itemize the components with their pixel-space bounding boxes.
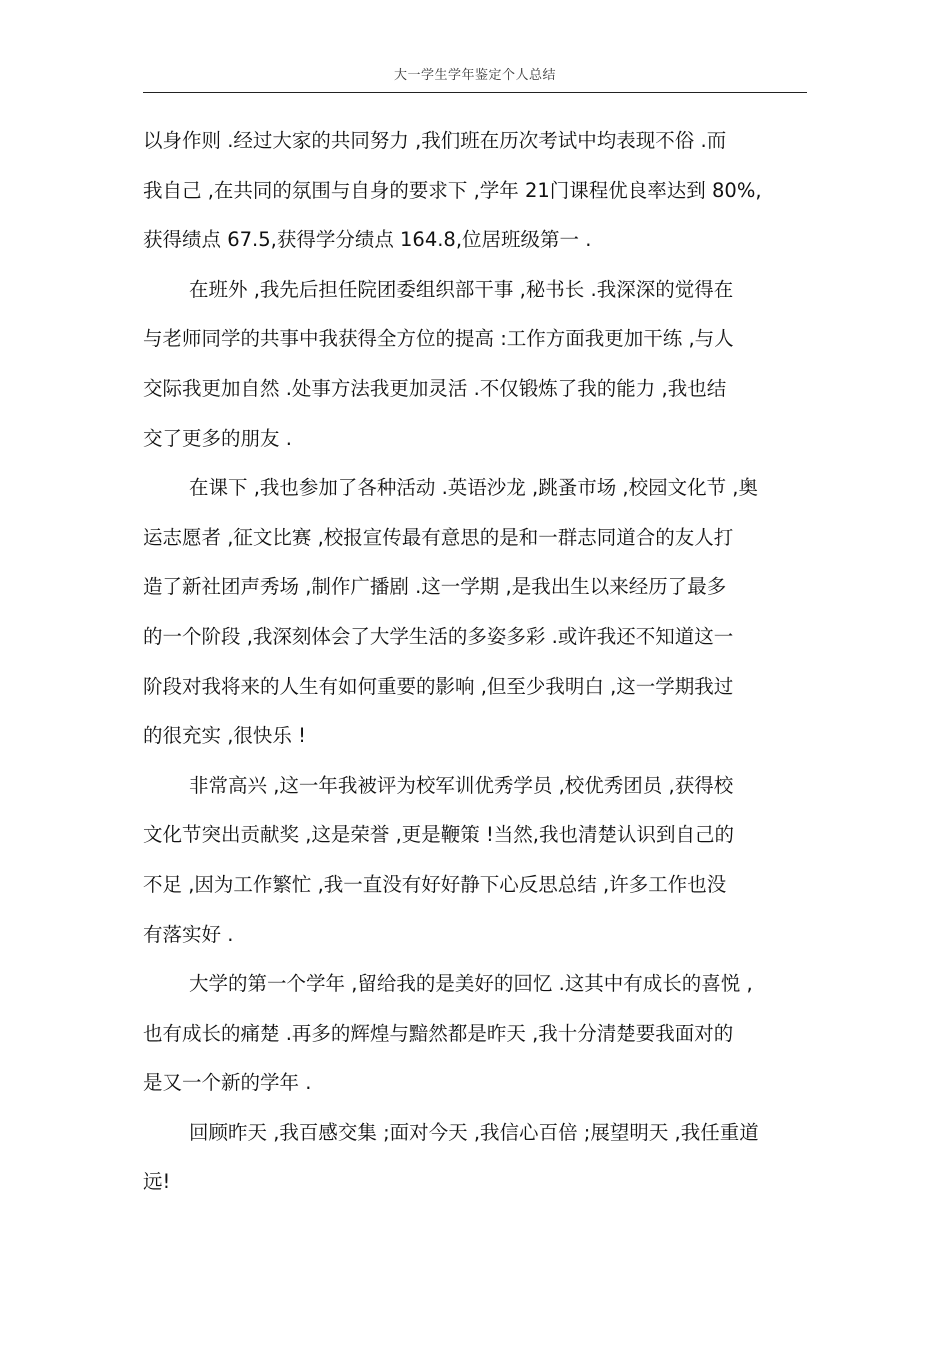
text-line: 非常高兴 ,这一年我被评为校军训优秀学员 ,校优秀团员 ,获得校: [189, 773, 734, 797]
text-line: 的一个阶段 ,我深刻体会了大学生活的多姿多彩 .或许我还不知道这一: [143, 624, 734, 648]
page-header-title: 大一学生学年鉴定个人总结: [393, 68, 556, 83]
text-line: 以身作则 .经过大家的共同努力 ,我们班在历次考试中均表现不俗 .而: [143, 129, 727, 152]
header-divider: [143, 92, 807, 93]
text-line: 交际我更加自然 .处事方法我更加灵活 .不仅锻炼了我的能力 ,我也结: [143, 376, 727, 400]
document-body: [143, 122, 823, 1213]
text-line: 大学的第一个学年 ,留给我的是美好的回忆 .这其中有成长的喜悦 ,: [189, 972, 753, 996]
paragraph-4: [143, 767, 823, 965]
text-line: 阶段对我将来的人生有如何重要的影响 ,但至少我明白 ,这一学期我过: [143, 674, 734, 698]
text-line: 回顾昨天 ,我百感交集 ;面对今天 ,我信心百倍 ;展望明天 ,我任重道: [189, 1120, 759, 1144]
text-line: 文化节突出贡献奖 ,这是荣誉 ,更是鞭策 !当然,我也清楚认识到自己的: [143, 823, 735, 847]
text-line: 也有成长的痛楚 .再多的辉煌与黯然都是昨天 ,我十分清楚要我面对的: [143, 1021, 734, 1045]
text-line: 交了更多的朋友 .: [143, 426, 292, 450]
text-line: 的很充实 ,很快乐 !: [143, 724, 306, 748]
text-line: 在课下 ,我也参加了各种活动 .英语沙龙 ,跳蚤市场 ,校园文化节 ,奥: [189, 476, 758, 500]
paragraph-3: [143, 469, 823, 767]
text-line: 我自己 ,在共同的氛围与自身的要求下 ,学年 21门课程优良率达到 80%,: [143, 178, 762, 202]
text-line: 与老师同学的共事中我获得全方位的提高 :工作方面我更加干练 ,与人: [143, 327, 734, 351]
paragraph-2: [143, 271, 823, 469]
text-line: 有落实好 .: [143, 922, 234, 946]
paragraph-1: [143, 122, 823, 271]
text-line: 不足 ,因为工作繁忙 ,我一直没有好好静下心反思总结 ,许多工作也没: [143, 872, 727, 896]
text-line: 造了新社团声秀场 ,制作广播剧 .这一学期 ,是我出生以来经历了最多: [143, 575, 727, 599]
text-line: 运志愿者 ,征文比赛 ,校报宣传最有意思的是和一群志同道合的友人打: [143, 525, 734, 549]
paragraph-6: [143, 1114, 823, 1213]
text-line: 获得绩点 67.5,获得学分绩点 164.8,位居班级第一 .: [143, 228, 592, 252]
text-line: 在班外 ,我先后担任院团委组织部干事 ,秘书长 .我深深的觉得在: [189, 277, 734, 301]
paragraph-5: [143, 965, 823, 1114]
text-line: 是又一个新的学年 .: [143, 1071, 312, 1095]
text-line: 远!: [143, 1170, 171, 1194]
